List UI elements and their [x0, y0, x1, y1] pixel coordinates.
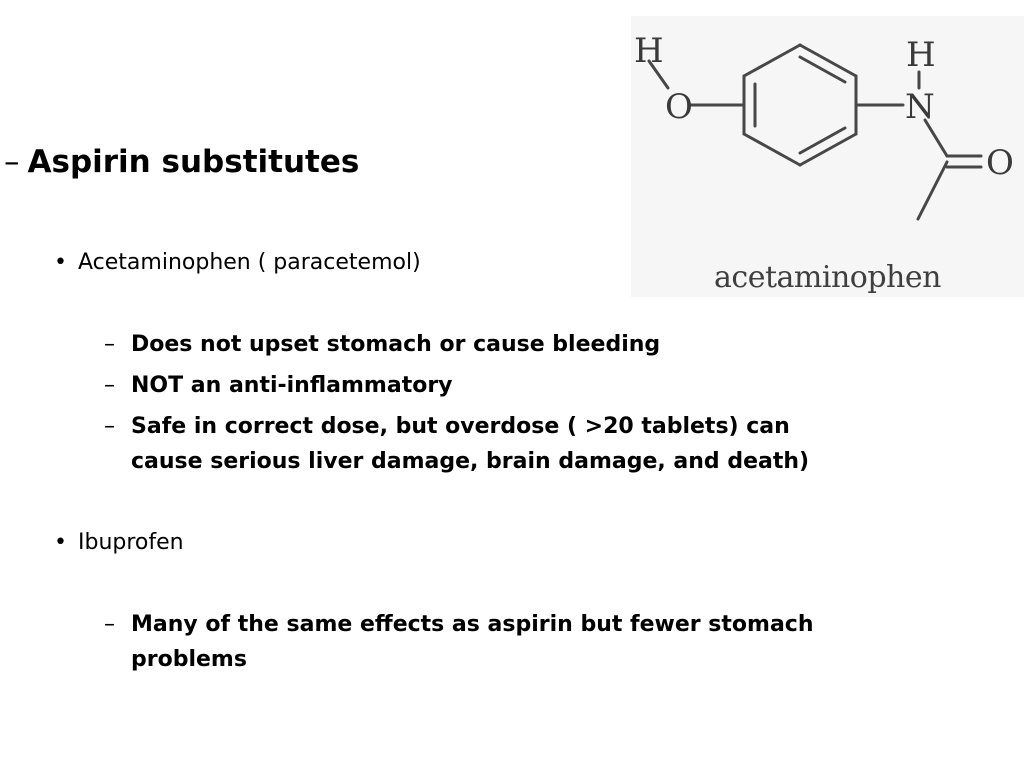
- subpoint-text: Does not upset stomach or cause bleeding: [131, 332, 661, 357]
- atom-label: O: [986, 143, 1014, 183]
- structure-caption: acetaminophen: [714, 260, 941, 295]
- subpoint-text: NOT an anti-inflammatory: [131, 373, 453, 398]
- subpoint-dash: –: [104, 373, 115, 398]
- subpoint-dash: –: [104, 414, 115, 439]
- heading-dash: –: [4, 144, 20, 180]
- atom-label: N: [905, 87, 935, 127]
- acetaminophen-structure-image: [631, 16, 1024, 297]
- subpoint-dash: –: [104, 332, 115, 357]
- subpoint-text: Safe in correct dose, but overdose ( >20 tablets) can cause serious liver damage, brain damage, and death): [131, 414, 810, 474]
- atom-label: O: [665, 87, 693, 127]
- heading-text: Aspirin substitutes: [27, 144, 360, 180]
- bullet-label: Acetaminophen ( paracetemol): [78, 250, 421, 275]
- ring-double-bond: [800, 57, 845, 82]
- ring-double-bond: [800, 128, 845, 153]
- methyl-bond: [918, 162, 947, 219]
- subpoint-item: [104, 327, 824, 362]
- ring-bond: [744, 45, 800, 76]
- bullet-acetaminophen: [54, 250, 421, 275]
- subpoint-item: [104, 368, 824, 403]
- subpoint-text: Many of the same effects as aspirin but fewer stomach problems: [131, 612, 814, 672]
- slide-heading: [4, 144, 359, 180]
- atom-label: H: [634, 31, 664, 71]
- bullet-ibuprofen: [54, 530, 184, 555]
- subpoint-item: [104, 409, 824, 479]
- bullet-marker: •: [54, 250, 67, 275]
- bullet-marker: •: [54, 530, 67, 555]
- atom-label: H: [906, 35, 936, 75]
- subpoint-item: [104, 607, 824, 677]
- ring-bond: [744, 134, 800, 165]
- molecule-diagram: [631, 16, 1024, 297]
- subpoint-dash: –: [104, 612, 115, 637]
- bullet-label: Ibuprofen: [78, 530, 184, 555]
